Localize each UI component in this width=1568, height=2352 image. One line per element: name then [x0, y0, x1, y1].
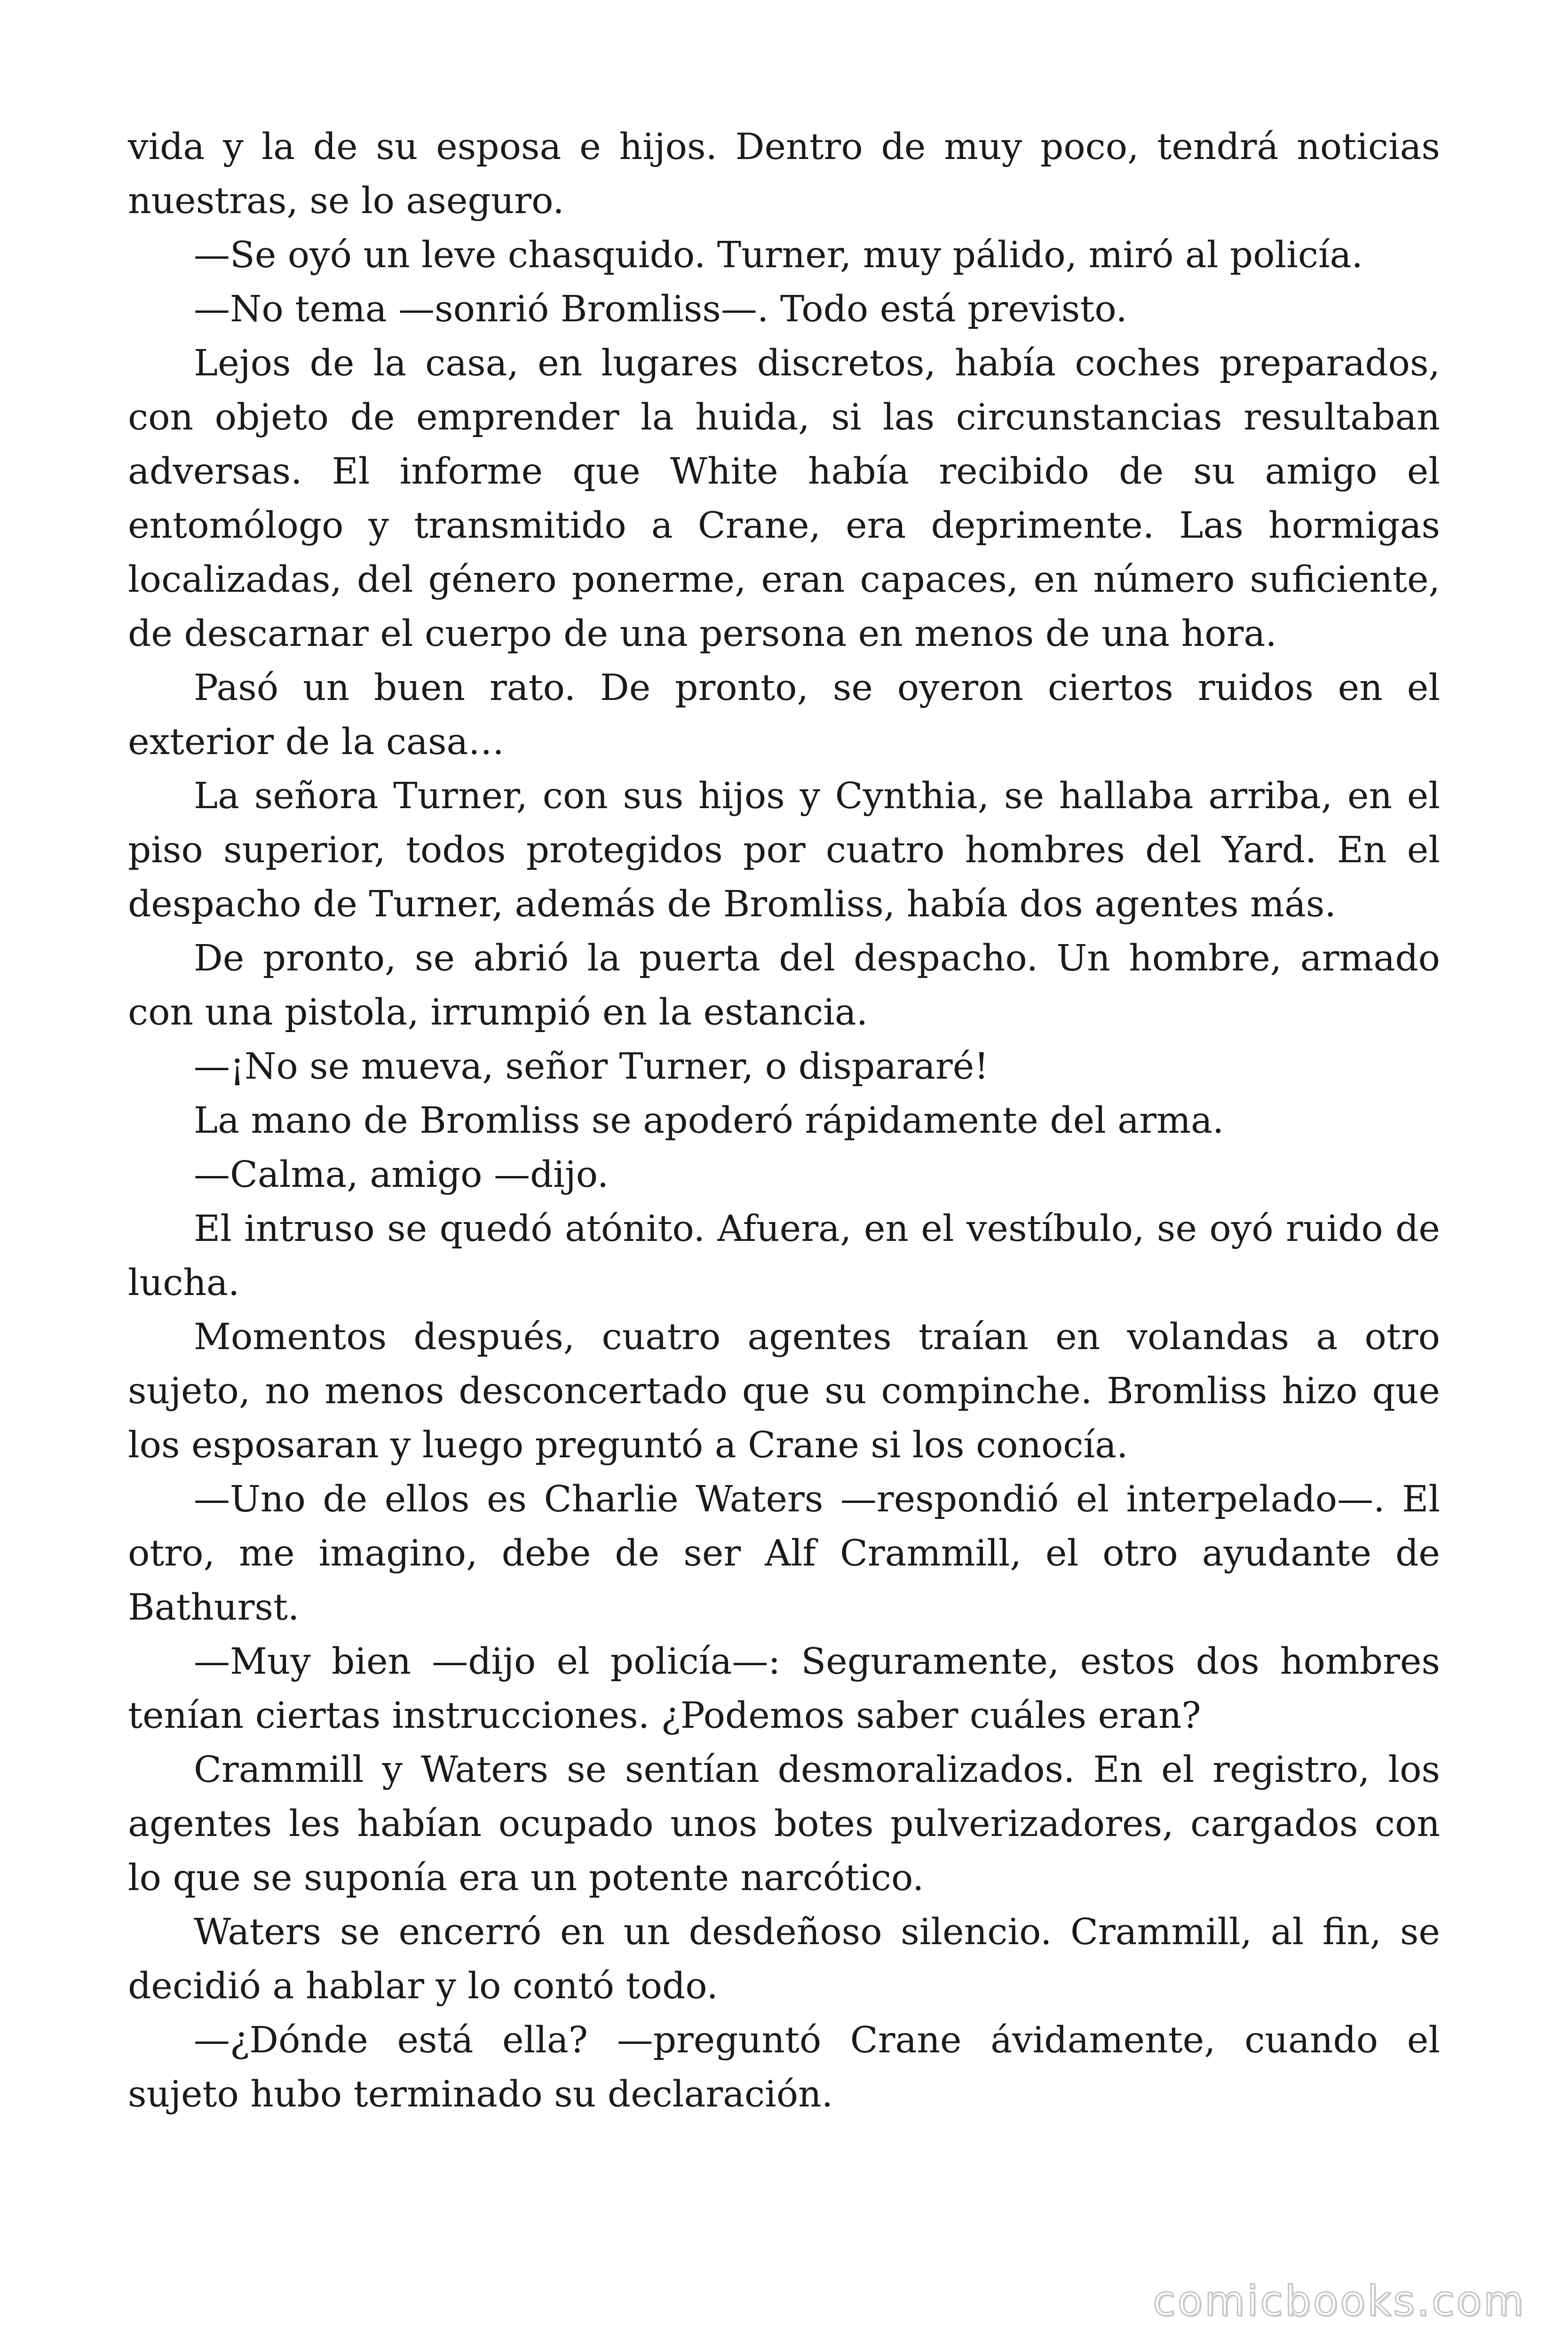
paragraph-11: El intruso se quedó atónito. Afuera, en el vestíbulo, se oyó ruido de lucha. [128, 1208, 1440, 1304]
paragraph-14: —Muy bien —dijo el policía—: Seguramente, estos dos hombres tenían ciertas instrucciones. ¿Podemos saber cuáles eran? [128, 1641, 1440, 1737]
paragraph-5: Pasó un buen rato. De pronto, se oyeron ciertos ruidos en el exterior de la casa… [128, 667, 1440, 763]
paragraph-7: De pronto, se abrió la puerta del despacho. Un hombre, armado con una pistola, irrumpió en la estancia. [128, 938, 1440, 1033]
paragraph-12: Momentos después, cuatro agentes traían en volandas a otro sujeto, no menos desconcertado que su compinche. Bromliss hizo que los esposaran y luego preguntó a Crane si los conocía. [128, 1316, 1440, 1466]
paragraph-9: La mano de Bromliss se apoderó rápidamente del arma. [194, 1100, 1224, 1142]
paragraph-15: Crammill y Waters se sentían desmoralizados. En el registro, los agentes les habían ocupado unos botes pulverizadores, cargados con lo que se suponía era un potente narcótico. [128, 1749, 1440, 1899]
paragraph-6: La señora Turner, con sus hijos y Cynthia, se hallaba arriba, en el piso superior, todos protegidos por cuatro hombres del Yard. En el despacho de Turner, además de Bromliss, había dos agentes más. [128, 775, 1440, 925]
page-body [128, 120, 1440, 2122]
paragraph-3: —No tema —sonrió Bromliss—. Todo está previsto. [194, 288, 1127, 330]
paragraph-8: —¡No se mueva, señor Turner, o dispararé! [194, 1046, 989, 1088]
paragraph-17: —¿Dónde está ella? —preguntó Crane ávidamente, cuando el sujeto hubo terminado su declaración. [128, 2019, 1440, 2115]
paragraph-16: Waters se encerró en un desdeñoso silencio. Crammill, al fin, se decidió a hablar y lo contó todo. [128, 1911, 1440, 2007]
watermark-logo: comicbooks.com [1152, 2277, 1526, 2325]
paragraph-1: vida y la de su esposa e hijos. Dentro de muy poco, tendrá noticias nuestras, se lo aseguro. [128, 126, 1440, 222]
paragraph-4: Lejos de la casa, en lugares discretos, había coches preparados, con objeto de emprender la huida, si las circunstancias resultaban adversas. El informe que White había recibido de su amigo el entomólogo y transmitido a Crane, era deprimente. Las hormigas localizadas, del género ponerme, eran capaces, en número suficiente, de descarnar el cuerpo de una persona en menos de una hora. [128, 342, 1440, 655]
paragraph-13: —Uno de ellos es Charlie Waters —respondió el interpelado—. El otro, me imagino, debe de ser Alf Crammill, el otro ayudante de Bathurst. [128, 1478, 1440, 1629]
paragraph-2: —Se oyó un leve chasquido. Turner, muy pálido, miró al policía. [194, 234, 1363, 276]
paragraph-10: —Calma, amigo —dijo. [194, 1154, 609, 1196]
